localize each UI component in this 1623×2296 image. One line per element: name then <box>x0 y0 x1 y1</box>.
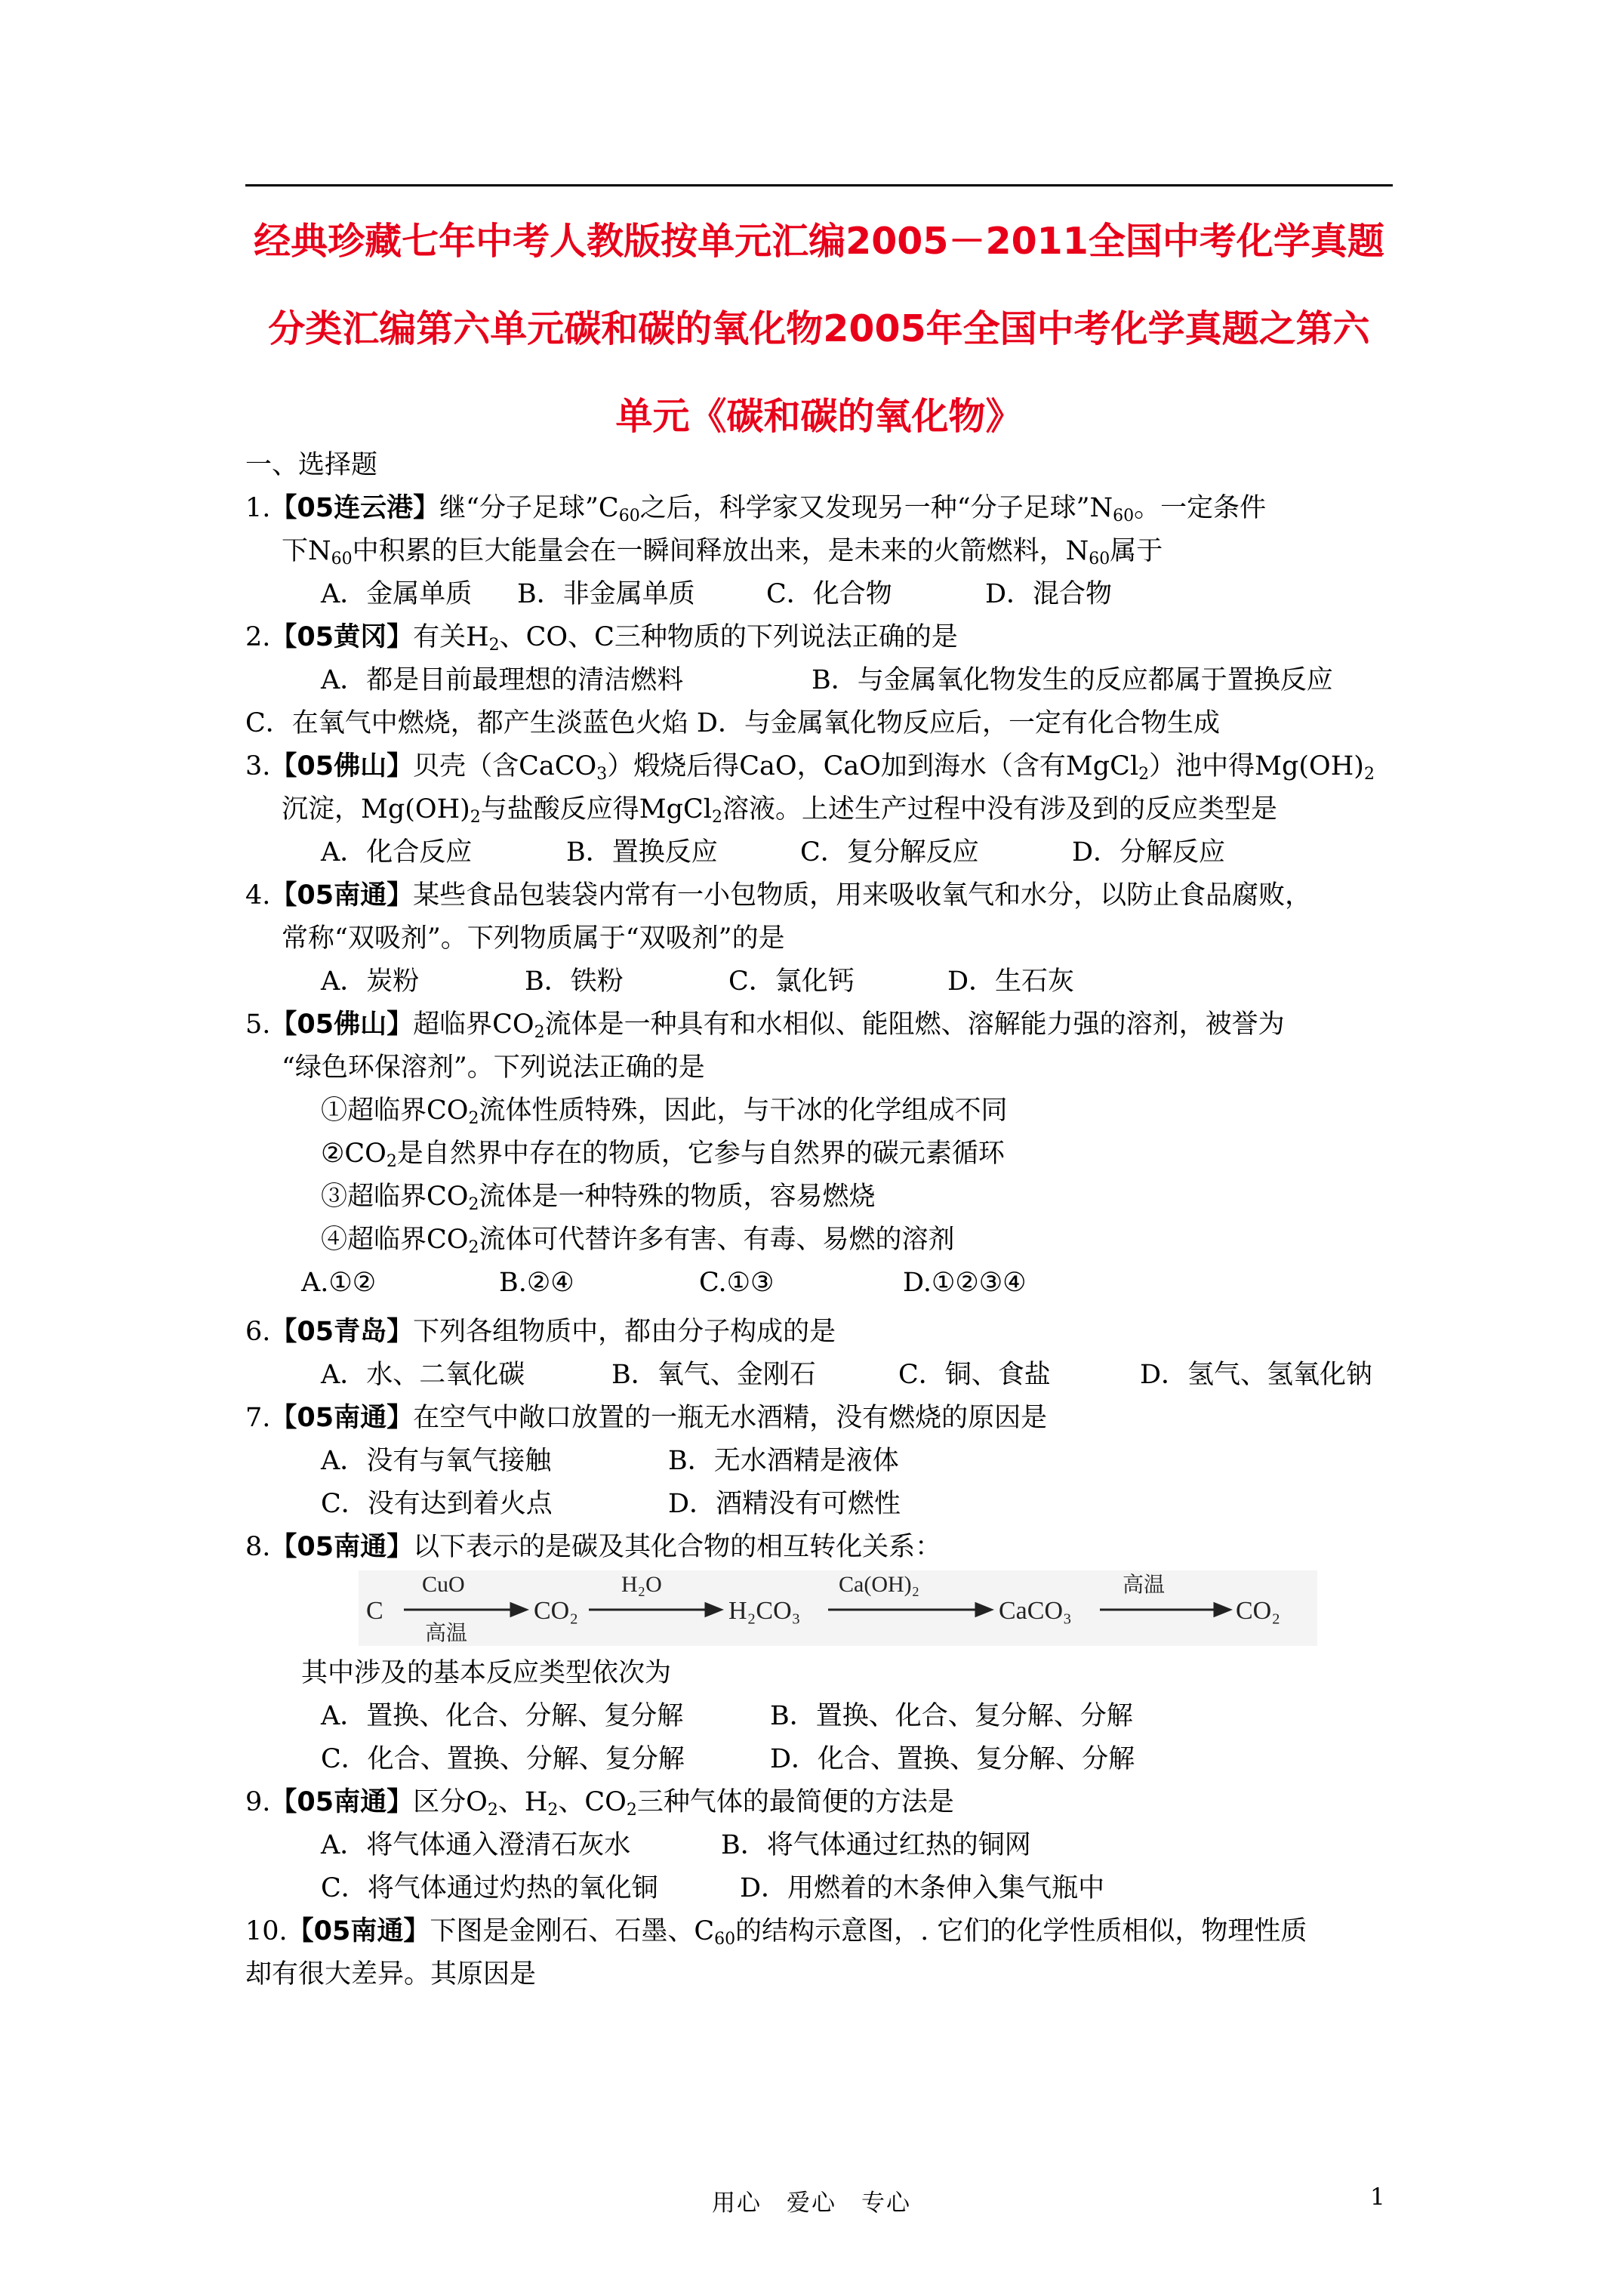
question-2-options-cd: C．在氧气中燃烧，都产生淡蓝色火焰 D．与金属氧化物反应后，一定有化合物生成 <box>245 708 1220 738</box>
question-3: 3.【05佛山】贝壳（含CaCO$_3$）煅烧后得CaO，CaO加到海水（含有MgCl$_2$）池中得$Mg(OH)_2$ <box>245 751 1375 784</box>
option-a: A．没有与氧气接触 <box>321 1446 552 1476</box>
option-a: A．都是目前最理想的清洁燃料 <box>321 665 684 695</box>
header-rule <box>245 184 1393 186</box>
option-b: B．置换反应 <box>566 837 718 868</box>
question-5-options <box>245 1262 1408 1305</box>
question-1-options <box>245 573 1408 616</box>
question-8: 8.【05南通】以下表示的是碳及其化合物的相互转化关系： <box>245 1532 942 1562</box>
option-d: D．生石灰 <box>947 966 1075 997</box>
question-9: 9.【05南通】区分$O_2$、$H_2$、$CO_2$三种气体的最简便的方法是 <box>245 1787 954 1820</box>
option-b: B．将气体通过红热的铜网 <box>721 1830 1031 1860</box>
option-b: B．铁粉 <box>525 966 624 997</box>
reagent-h2o: H₂O <box>621 1572 662 1597</box>
question-2-options-ab <box>245 659 1408 702</box>
species-h2co3: H₂CO₃ <box>728 1597 801 1625</box>
question-source: 【05青岛】 <box>270 1317 414 1347</box>
question-9-options-ab <box>245 1824 1408 1867</box>
reagent-caoh2: Ca(OH)₂ <box>839 1572 920 1597</box>
option-a: A．水、二氧化碳 <box>321 1360 525 1390</box>
question-source: 【05南通】 <box>270 1532 414 1562</box>
option-a: A．化合反应 <box>321 837 473 868</box>
option-c: C.①③ <box>699 1268 775 1298</box>
question-3-cont: 沉淀，$Mg(OH)_2$与盐酸反应得MgCl$_2$溶液。上述生产过程中没有涉及到的反应类型是 <box>282 794 1278 827</box>
option-d: D．化合、置换、复分解、分解 <box>770 1744 1135 1774</box>
document-body <box>245 444 1408 1996</box>
option-c: C．没有达到着火点 <box>321 1489 553 1519</box>
reagent-cuo: CuO <box>422 1572 465 1597</box>
condition-high-temp-1: 高温 <box>425 1620 468 1645</box>
diagram-background <box>359 1570 1317 1646</box>
question-source: 【05佛山】 <box>270 1009 414 1040</box>
question-source: 【05连云港】 <box>270 493 440 523</box>
statement-2: $②CO_2$是自然界中存在的物质，它参与自然界的碳元素循环 <box>321 1139 1005 1171</box>
question-source: 【05南通】 <box>287 1916 430 1946</box>
statement-3: ③超临界$CO_2$流体是一种特殊的物质，容易燃烧 <box>321 1182 876 1214</box>
statement-4: ④超临界$CO_2$流体可代替许多有害、有毒、易燃的溶剂 <box>321 1225 955 1257</box>
section-heading: 一、选择题 <box>245 450 378 480</box>
option-d: D．酒精没有可燃性 <box>668 1489 901 1519</box>
page-number: 1 <box>1370 2184 1385 2211</box>
option-d: D．氢气、氢氧化钠 <box>1140 1360 1373 1390</box>
option-d: D．混合物 <box>985 579 1113 609</box>
question-9-options-cd <box>245 1867 1408 1910</box>
option-b: B．与金属氧化物发生的反应都属于置换反应 <box>812 665 1333 695</box>
option-a: A．置换、化合、分解、复分解 <box>321 1701 684 1731</box>
question-8-options-cd <box>245 1738 1408 1781</box>
option-c: C．化合物 <box>766 579 892 609</box>
option-b: B．置换、化合、复分解、分解 <box>770 1701 1133 1731</box>
question-source: 【05南通】 <box>270 1403 414 1433</box>
option-d: D.①②③④ <box>903 1268 1027 1298</box>
page-title <box>245 198 1393 461</box>
question-source: 【05南通】 <box>270 880 414 911</box>
question-4-cont: 常称“双吸剂”。下列物质属于“双吸剂”的是 <box>282 923 785 954</box>
option-c: C．氯化钙 <box>728 966 855 997</box>
question-8-options-ab <box>245 1695 1408 1738</box>
option-b: B．无水酒精是液体 <box>668 1446 899 1476</box>
question-1: 1.【05连云港】继“分子足球$”C_{60}$之后，科学家又发现另一种“分子足球$”N_{60}$。一定条件 <box>245 493 1267 525</box>
statement-1: ①超临界$CO_2$流体性质特殊，因此，与干冰的化学组成不同 <box>321 1096 1008 1128</box>
question-source: 【05佛山】 <box>270 751 414 781</box>
question-8-cont: 其中涉及的基本反应类型依次为 <box>301 1658 672 1688</box>
condition-high-temp-2: 高温 <box>1123 1572 1166 1597</box>
option-b: B.②④ <box>499 1268 574 1298</box>
question-4: 4.【05南通】某些食品包装袋内常有一小包物质，用来吸收氧气和水分，以防止食品腐败， <box>245 880 1312 911</box>
question-7-options-cd <box>245 1483 1408 1526</box>
title-line-2: 分类汇编第六单元碳和碳的氧化物2005年全国中考化学真题之第六 <box>268 307 1370 350</box>
species-co2-a: CO₂ <box>534 1597 579 1625</box>
option-c: C．复分解反应 <box>800 837 979 868</box>
option-c: C．铜、食盐 <box>898 1360 1051 1390</box>
question-source: 【05南通】 <box>270 1787 414 1817</box>
option-a: A．炭粉 <box>321 966 420 997</box>
question-6: 6.【05青岛】下列各组物质中，都由分子构成的是 <box>245 1317 836 1347</box>
question-source: 【05黄冈】 <box>270 622 414 652</box>
option-d: D．分解反应 <box>1072 837 1226 868</box>
title-line-1: 经典珍藏七年中考人教版按单元汇编2005－2011全国中考化学真题 <box>254 220 1384 263</box>
question-3-options <box>245 831 1408 874</box>
question-7-options-ab <box>245 1440 1408 1483</box>
question-5-cont: “绿色环保溶剂”。下列说法正确的是 <box>282 1052 705 1083</box>
question-10: 10.【05南通】下图是金刚石、石墨、$C_{60}$的结构示意图，. 它们的化学性质相似，物理性质 <box>245 1916 1307 1949</box>
question-2: 2.【05黄冈】有关$H_2$、CO、C三种物质的下列说法正确的是 <box>245 622 958 655</box>
footer-motto: 用心 爱心 专心 <box>712 2190 911 2217</box>
option-c: C．将气体通过灼热的氧化铜 <box>321 1873 658 1903</box>
carbon-conversion-diagram <box>245 1570 1408 1646</box>
question-1-cont: 下$N_{60}$中积累的巨大能量会在一瞬间释放出来，是未来的火箭燃料，$N_{60}$属于 <box>282 536 1163 569</box>
species-caco3: CaCO₃ <box>999 1597 1072 1625</box>
conversion-svg <box>359 1570 1317 1646</box>
species-c: C <box>366 1597 383 1625</box>
title-line-3: 单元《碳和碳的氧化物》 <box>615 395 1023 438</box>
option-d: D．用燃着的木条伸入集气瓶中 <box>740 1873 1105 1903</box>
question-6-options <box>245 1354 1408 1397</box>
question-5: 5.【05佛山】超临界$CO_2$流体是一种具有和水相似、能阻燃、溶解能力强的溶剂，被誉为 <box>245 1009 1285 1042</box>
option-a: A.①② <box>301 1268 377 1298</box>
option-a: A．金属单质 <box>321 579 473 609</box>
species-co2-b: CO₂ <box>1236 1597 1281 1625</box>
question-10-cont: 却有很大差异。其原因是 <box>245 1959 537 1989</box>
option-a: A．将气体通入澄清石灰水 <box>321 1830 631 1860</box>
question-4-options <box>245 960 1408 1003</box>
option-b: B．非金属单质 <box>517 579 695 609</box>
option-b: B．氧气、金刚石 <box>611 1360 816 1390</box>
option-c: C．化合、置换、分解、复分解 <box>321 1744 685 1774</box>
question-7: 7.【05南通】在空气中敞口放置的一瓶无水酒精，没有燃烧的原因是 <box>245 1403 1048 1433</box>
